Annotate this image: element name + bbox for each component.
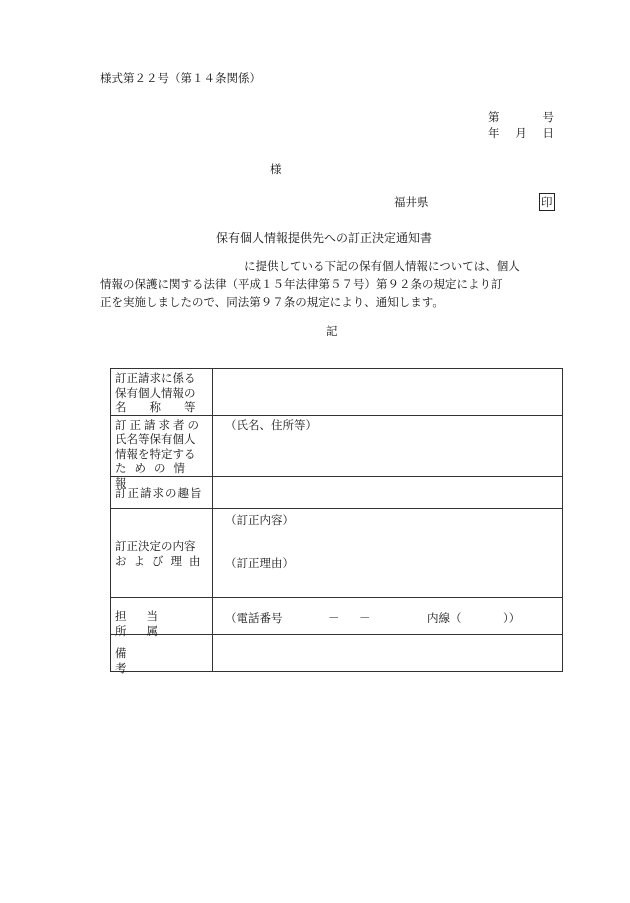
phone-dash-2: － [359,610,371,625]
correction-form-table [110,368,563,675]
table-row [111,634,563,671]
table-row [111,476,563,508]
row4-label: 訂正決定の内容 および理由 [111,508,213,597]
row4-value-content: （訂正内容） [225,512,294,527]
body-line-1: に提供している下記の保有個人情報については、個人 [244,259,520,273]
body-line-2: 情報の保護に関する法律（平成１５年法律第５７号）第９２条の規定により訂 [100,277,503,291]
body-line-3: 正を実施しましたので、同法第９７条の規定により、通知します。 [100,295,444,309]
issuer: 福井県 [394,195,429,209]
table-row [111,415,563,476]
row5-value[interactable] [213,597,563,634]
doc-number [488,109,554,125]
phone-dash-1: － [328,610,340,625]
row1-label-line: 保有個人情報の [115,385,196,400]
extension-label: 内線（ [427,610,462,625]
addressee-suffix: 様 [270,162,282,176]
row3-value[interactable] [213,476,563,508]
seal-stamp: 印 [541,195,553,209]
table-row [111,597,563,634]
row1-label-line: 名 称 等 [115,400,196,414]
row4-value[interactable] [213,508,563,597]
row6-value[interactable] [213,634,563,671]
row1-label-line: 訂正請求に係る [115,371,196,385]
date-year: 年 [488,126,500,140]
form-number: 様式第２２号（第１４条関係） [100,71,261,85]
date-day: 日 [542,126,554,140]
doc-number-go: 号 [542,110,554,124]
extension-close: ）） [503,610,521,625]
row5-label: 担当所属 [111,597,213,634]
row1-value[interactable] [213,369,563,416]
doc-number-dai: 第 [488,110,500,124]
date [488,125,554,141]
row1-label [111,369,213,416]
row6-label: 備考 [111,634,213,671]
date-month: 月 [515,126,527,140]
row3-label: 訂正請求の趣旨 [111,476,213,508]
row4-value-reason: （訂正理由） [225,555,294,570]
table-row [111,369,563,416]
row2-value[interactable] [213,415,563,476]
row2-value-text: （氏名、住所等） [225,417,317,432]
phone-label: （電話番号 [225,610,283,625]
row2-label: 訂正請求者の 氏名等保有個人 情報を特定する ための情報 [111,415,213,476]
document-title: 保有個人情報提供先への訂正決定通知書 [216,231,433,245]
ki-heading: 記 [326,324,338,338]
table-row [111,508,563,597]
